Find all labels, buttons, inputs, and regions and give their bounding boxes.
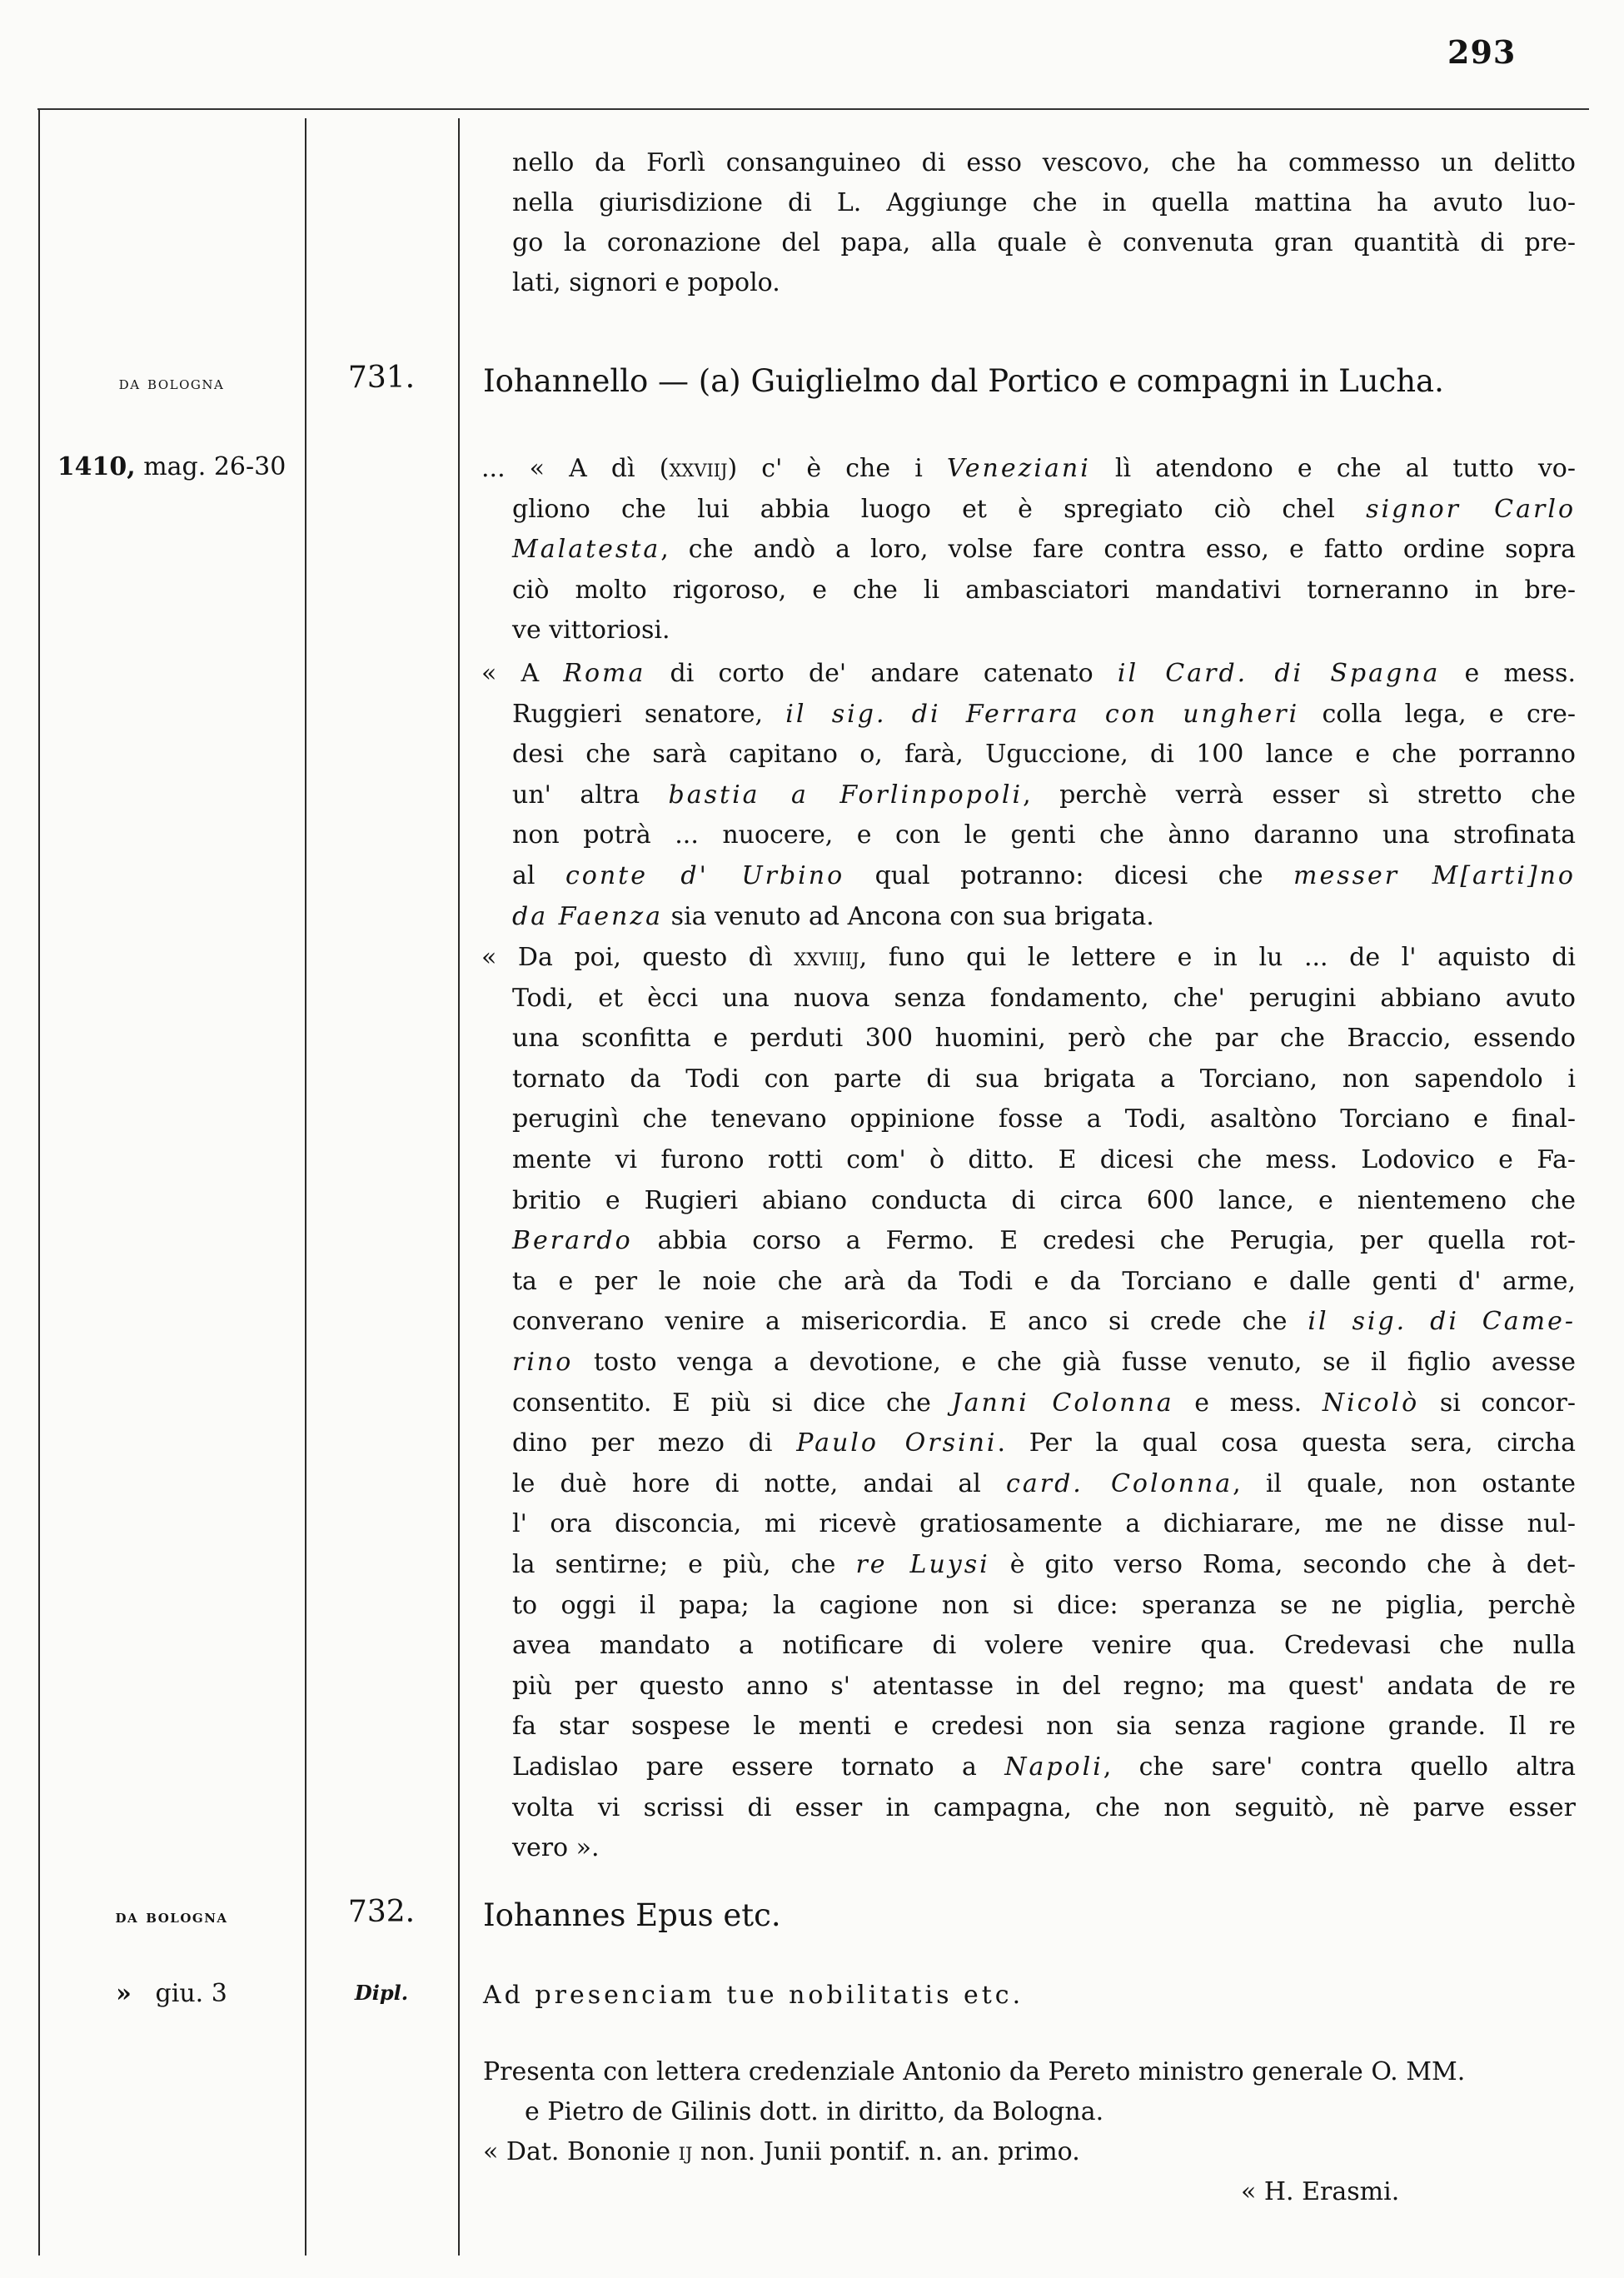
entry-date-year: 1410,	[57, 452, 136, 481]
italic-run: messer M[arti]no	[1293, 861, 1576, 890]
dating-suffix: non. Junii pontif. n. an. primo.	[692, 2137, 1080, 2166]
text-line	[512, 698, 1576, 731]
text-run: non potrà ... nuocere, e con le genti che ànno daranno una strofinata	[512, 820, 1576, 850]
text-run: gliono che lui abbia luogo et è spregiato ciò chel	[512, 494, 1367, 524]
column-rule-right	[458, 118, 460, 2256]
signature: « H. Erasmi.	[1241, 2177, 1400, 2206]
small-caps-run: xxviiij	[794, 943, 859, 972]
text-run: colla lega, e cre-	[1299, 699, 1576, 729]
text-line	[512, 860, 1576, 893]
header-rule	[37, 108, 1589, 110]
text-run: e mess.	[1440, 659, 1576, 688]
text-run: ta e per le noie che arà da Todi e da Torciano e dalle genti d' arme,	[512, 1266, 1576, 1296]
text-run: vero ».	[512, 1833, 600, 1863]
dating-day: ij	[678, 2137, 693, 2166]
text-line	[512, 1224, 1576, 1258]
text-run: , il quale, non ostante	[1233, 1468, 1576, 1498]
italic-run: re Luysi	[855, 1550, 990, 1579]
text-line	[512, 900, 1576, 934]
text-line	[512, 1184, 1576, 1218]
entry-heading: Iohannello — (a) Guiglielmo dal Portico e compagni in Lucha.	[483, 363, 1444, 399]
summary-line: Presenta con lettera credenziale Antonio da Pereto ministro generale O. MM.	[483, 2057, 1466, 2086]
text-run: le duè hore di notte, andai al	[512, 1468, 1007, 1498]
text-line: nello da Forlì consanguineo di esso vescovo, che ha commesso un delitto	[512, 148, 1576, 177]
text-line	[512, 1670, 1576, 1703]
italic-run: Nicolò	[1322, 1388, 1420, 1418]
text-line	[512, 1468, 1576, 1501]
italic-run: il sig. di Came-	[1308, 1307, 1576, 1337]
column-rule-left	[38, 110, 40, 2256]
italic-run: Veneziani	[946, 454, 1091, 483]
text-line	[512, 1022, 1576, 1055]
source-label: Dipl.	[354, 1981, 409, 2005]
italic-run: da Faenza	[512, 901, 664, 931]
text-line	[512, 533, 1576, 566]
text-run: « Da poi, questo dì	[481, 943, 795, 972]
text-run: avea mandato a notificare di volere venire qua. Credevasi che nulla	[512, 1631, 1576, 1661]
text-run: Ruggieri senatore,	[512, 699, 786, 729]
italic-run: rino	[512, 1348, 574, 1377]
text-line	[512, 1387, 1576, 1420]
text-line: nella giurisdizione di L. Aggiunge che in quella mattina ha avuto luo-	[512, 188, 1576, 217]
italic-run: Janni Colonna	[951, 1388, 1174, 1418]
italic-run: il Card. di Spagna	[1117, 659, 1441, 688]
entry-date	[38, 1979, 305, 2008]
text-line	[512, 493, 1576, 526]
italic-run: bastia a Forlinpopoli	[668, 780, 1024, 810]
text-line	[512, 1589, 1576, 1623]
entry-date	[38, 452, 305, 481]
italic-run: Malatesta	[512, 535, 661, 565]
italic-run: signor Carlo	[1366, 494, 1576, 524]
text-run: l' ora disconcia, mi ricevè gratiosamente a dichiarare, me ne disse nul-	[512, 1509, 1576, 1539]
text-run: dino per mezo di	[512, 1428, 797, 1458]
summary-line: e Pietro de Gilinis dott. in diritto, da Bologna.	[525, 2097, 1104, 2126]
text-line	[512, 1346, 1576, 1379]
entry-place: da bologna	[118, 373, 225, 394]
text-line	[512, 1103, 1576, 1136]
text-run: « A	[481, 659, 564, 688]
text-run: britio e Rugieri abiano conducta di circa 600 lance, e nientemeno che	[512, 1185, 1576, 1215]
text-run: tosto venga a devotione, e che già fusse venuto, se il figlio avesse	[573, 1348, 1576, 1377]
text-run: volta vi scrissi di esser in campagna, che non seguitò, nè parve esser	[512, 1792, 1576, 1822]
dating-prefix: « Dat. Bononie	[483, 2137, 679, 2166]
text-run: al	[512, 861, 565, 890]
text-line	[512, 1063, 1576, 1096]
entry-place: da bologna	[115, 1906, 228, 1927]
text-line	[512, 1265, 1576, 1299]
text-run: , che sare' contra quello altra	[1103, 1752, 1576, 1782]
italic-run: il sig. di Ferrara con ungheri	[785, 699, 1300, 729]
text-line	[481, 452, 1576, 486]
text-line	[512, 982, 1576, 1015]
text-run: una sconfitta e perduti 300 huomini, però che par che Braccio, essendo	[512, 1024, 1576, 1054]
text-run: ciò molto rigoroso, e che li ambasciatori mandativi torneranno in bre-	[512, 575, 1576, 605]
text-run: abbia corso a Fermo. E credesi che Perugia, per quella rot-	[632, 1226, 1576, 1256]
text-run: un' altra	[512, 780, 669, 810]
text-run: desi che sarà capitano o, farà, Uguccione, di 100 lance e che porranno	[512, 740, 1576, 770]
italic-run: card. Colonna	[1006, 1468, 1233, 1498]
text-run: ve vittoriosi.	[512, 616, 670, 646]
text-run: Ladislao pare essere tornato a	[512, 1752, 1005, 1782]
text-run: converano venire a misericordia. E anco si crede che	[512, 1307, 1308, 1337]
text-run: , funo qui le lettere e in lu ... de l' aquisto di	[859, 943, 1576, 972]
text-line	[512, 1710, 1576, 1743]
italic-run: Roma	[563, 659, 646, 688]
text-run: è gito verso Roma, secondo che à det-	[989, 1550, 1577, 1579]
italic-run: Berardo	[512, 1226, 633, 1256]
text-run: peruginì che tenevano oppinione fosse a Todi, asaltòno Torciano e final-	[512, 1104, 1576, 1134]
entry-number: 731.	[347, 361, 416, 395]
text-run: ... « A dì (	[481, 454, 670, 483]
text-line	[512, 738, 1576, 771]
text-line: lati, signori e popolo.	[512, 268, 780, 297]
text-run: si concor-	[1419, 1388, 1577, 1418]
text-line	[512, 1548, 1576, 1582]
text-run: lì atendono e che al tutto vo-	[1090, 454, 1577, 483]
text-line	[512, 614, 1576, 647]
text-run: di corto de' andare catenato	[645, 659, 1118, 688]
small-caps-run: xxviij	[669, 454, 728, 483]
text-run: ) c' è che i	[727, 454, 947, 483]
text-line	[512, 1144, 1576, 1177]
text-line	[512, 779, 1576, 812]
text-run: qual potranno: dicesi che	[844, 861, 1294, 890]
text-line	[512, 1508, 1576, 1541]
text-run: più per questo anno s' atentasse in del regno; ma quest' andata de re	[512, 1671, 1576, 1701]
column-rule-middle	[305, 118, 306, 2256]
dating-line	[483, 2137, 1080, 2166]
text-line: go la coronazione del papa, alla quale è convenuta gran quantità di pre-	[512, 228, 1576, 257]
text-line	[512, 819, 1576, 852]
text-line	[481, 941, 1576, 975]
text-line	[512, 1629, 1576, 1662]
text-line	[512, 574, 1576, 607]
text-run: fa star sospese le menti e credesi non sia senza ragione grande. Il re	[512, 1712, 1576, 1742]
page-number: 293	[1447, 33, 1517, 71]
entry-date-days: mag. 26-30	[143, 452, 286, 481]
italic-run: conte d' Urbino	[565, 861, 845, 890]
italic-run: Napoli	[1004, 1752, 1103, 1782]
text-line	[512, 1305, 1576, 1338]
text-run: . Per la qual cosa questa sera, circha	[997, 1428, 1576, 1458]
text-run: , perchè verrà esser sì stretto che	[1023, 780, 1576, 810]
text-run: consentito. E più si dice che	[512, 1388, 952, 1418]
entry-number: 732.	[347, 1895, 416, 1929]
text-line	[512, 1427, 1576, 1460]
incipit: Ad presenciam tue nobilitatis etc.	[483, 1981, 1024, 2010]
italic-run: Paulo Orsini	[796, 1428, 998, 1458]
text-run: mente vi furono rotti com' ò ditto. E dicesi che mess. Lodovico e Fa-	[512, 1145, 1576, 1174]
text-run: , che andò a loro, volse fare contra esso, e fatto ordine sopra	[660, 535, 1576, 565]
text-line	[512, 1792, 1576, 1825]
text-run: la sentirne; e più, che	[512, 1550, 856, 1579]
entry-heading: Iohannes Epus etc.	[483, 1897, 781, 1933]
text-line	[512, 1751, 1576, 1784]
entry-date-days: giu. 3	[155, 1979, 227, 2008]
text-line	[481, 657, 1576, 690]
text-line	[512, 1832, 1576, 1865]
text-run: sia venuto ad Ancona con sua brigata.	[663, 901, 1154, 931]
text-run: tornato da Todi con parte di sua brigata a Torciano, non sapendolo i	[512, 1064, 1576, 1094]
ditto-mark: »	[116, 1979, 132, 2008]
text-run: to oggi il papa; la cagione non si dice: speranza se ne piglia, perchè	[512, 1590, 1576, 1620]
text-run: Todi, et ècci una nuova senza fondamento, che' perugini abbiano avuto	[512, 983, 1576, 1013]
text-run: e mess.	[1173, 1388, 1323, 1418]
